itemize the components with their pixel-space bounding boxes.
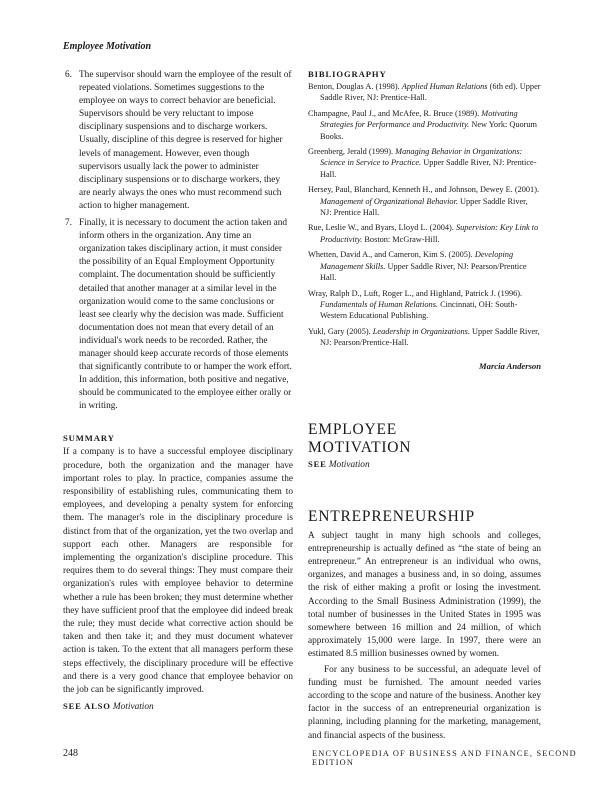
see-also-link[interactable]: Motivation: [112, 702, 154, 713]
list-item-number: 7.: [65, 218, 72, 229]
list-item-number: 6.: [65, 70, 72, 80]
numbered-list: [63, 69, 293, 413]
bib-publisher: New York: Quorum Books.: [320, 120, 538, 141]
bib-publisher: Cincinnati, OH: South-Western Educational Publishing.: [320, 299, 518, 321]
article-author: Marcia Anderson: [479, 360, 541, 371]
see-also-reference: [63, 701, 293, 712]
bib-author: Champagne, Paul J., and McAfee, R. Bruce (1989).: [308, 108, 482, 118]
list-item-text: The supervisor should warn the employee of the result of repeated violations. Sometimes suggestions to the employee on ways to correct behavior are beneficial. Supervisors should be very reluctant to impose disciplinary suspensions and to discharge workers. Usually, discipline of this degree is reserved for higher levels of management. However, even though supervisors usually lack the power to administer disciplinary suspensions or to discharge workers, they are nearly always the ones who must recommend such action to higher management.: [79, 70, 292, 211]
bib-author: Whetten, David A., and Cameron, Kim S. (2005).: [308, 250, 475, 260]
bib-author: Wray, Ralph D., Luft, Roger L., and Highland, Patrick J. (1996).: [308, 288, 523, 298]
bib-publisher: Upper Saddle River, NJ: Pearson/Prentice-Hall.: [320, 326, 540, 348]
list-item-text: Finally, it is necessary to document the action taken and inform others in the organization. Any time an organization takes disciplinary action, it must consider the possibility of an Equal Employment Opportunity complaint. The documentation should be sufficiently detailed that another manager at a similar level in the organization would come to the same conclusions or least see clearly why the decision was made. Sufficient documentation does not mean that every detail of an individual's work needs to be recorded. Rather, the manager should keep accurate records of those elements that significantly contribute to or hamper the work effort. In addition, this information, both positive and negative, should be communicated to the employee either orally or in writing.: [79, 218, 292, 412]
bib-title: Applied Human Relations: [401, 82, 488, 91]
summary-paragraph: If a company is to have a successful employee disciplinary procedure, both the organization and the manager have important roles to play. In practice, companies assume the responsibility of establishing rules, communicating them to employees, and developing a penalty system for enforcing them. The manager's role in the disciplinary procedure is distinct from that of the organization, yet the two overlap and support each other. Managers are responsible for implementing the organization's discipline procedure. This requires them to do several things: They must compare their organization's rules with employee behavior to determine whether a rule has been broken; they must determine whether they have sufficient proof that the employee did indeed break the rule; they must decide what corrective action should be taken and then take it; and they must document whatever action is taken. To the extent that all managers perform these steps effectively, the disciplinary procedure will be effective and there is a very good chance that employee behavior on the job can be significantly improved.: [63, 447, 293, 696]
bib-title: Leadership in Organizations.: [372, 326, 470, 336]
page-number: 248: [63, 748, 78, 759]
bibliography-entry: [308, 222, 541, 245]
entry-title-entrepreneurship: ENTREPRENEURSHIP: [308, 507, 475, 525]
bibliography-entry: [308, 81, 541, 104]
book-title-footer: ENCYCLOPEDIA OF BUSINESS AND FINANCE, SECOND EDITION: [312, 749, 577, 767]
bibliography-entry: [308, 326, 541, 349]
bibliography-entry: [308, 249, 541, 283]
running-head: Employee Motivation: [63, 41, 152, 52]
bib-author: Greenberg, Jerald (1999).: [308, 147, 396, 157]
bib-publisher: (6th ed). Upper Saddle River, NJ: Prentice-Hall.: [320, 82, 541, 103]
bibliography-entry: [308, 184, 541, 218]
right-column: [308, 69, 541, 743]
bibliography-entry: [308, 146, 541, 180]
entrepreneurship-paragraph: For any business to be successful, an adequate level of funding must be furnished. The amount needed varies according to the scope and nature of the business. Another key factor in the success of an entrepreneurial organization is planning, including planning for the marketing, management, and financial aspects of the business.: [308, 664, 541, 741]
entry-see-reference: [308, 459, 541, 470]
list-item: [63, 217, 293, 413]
entrepreneurship-paragraph: A subject taught in many high schools and colleges, entrepreneurship is actually defined as “the state of being an entrepreneur.” An entrepreneur is an individual who owns, organizes, and manages a business and, in so doing, assumes the risk of either making a profit or losing the investment. According to the Small Business Administration (1999), the total number of businesses in the United States in 1995 was somewhere between 16 million and 24 million, of which approximately 15,000 were large. In 1997, there were an estimated 8.5 million businesses owned by women.: [308, 530, 541, 660]
bibliography-entry: [308, 288, 541, 322]
see-label: SEE: [308, 458, 327, 469]
bib-author: Yukl, Gary (2005).: [308, 326, 373, 336]
bib-publisher: Upper Saddle River, NJ: Prentice-Hall.: [320, 158, 537, 179]
bib-title: Developing Management Skills.: [320, 250, 514, 271]
bib-title: Supervision: Key Link to Productivity.: [320, 223, 539, 244]
entry-title-employee-motivation: EMPLOYEE MOTIVATION: [308, 420, 412, 456]
summary-heading: SUMMARY: [63, 433, 115, 444]
bibliography-entry: [308, 108, 541, 142]
bibliography-heading: BIBLIOGRAPHY: [308, 69, 387, 79]
list-item: [63, 69, 293, 213]
bib-title: Motivating Strategies for Performance and Productivity.: [320, 108, 518, 130]
bib-title: Management of Organizational Behavior.: [320, 196, 458, 206]
left-column: [63, 69, 293, 712]
bib-author: Hersey, Paul, Blanchard, Kenneth H., and Johnson, Dewey E. (2001).: [308, 185, 540, 195]
bib-publisher: Upper Saddle River, NJ: Pearson/Prentice Hall.: [320, 261, 527, 283]
bib-author: Rue, Leslie W., and Byars, Lloyd L. (2004).: [308, 223, 456, 233]
bibliography-list: [308, 81, 541, 349]
see-also-label: SEE ALSO: [63, 701, 111, 712]
bib-title: Managing Behavior in Organizations: Science in Service to Practice.: [320, 147, 523, 168]
bib-publisher: Upper Saddle River, NJ: Prentice Hall.: [320, 196, 528, 218]
see-link[interactable]: Motivation: [328, 459, 370, 470]
bib-title: Fundamentals of Human Relations.: [320, 299, 438, 309]
bib-author: Benton, Douglas A. (1998).: [308, 82, 402, 91]
bib-publisher: Boston: McGraw-Hill.: [362, 234, 440, 244]
